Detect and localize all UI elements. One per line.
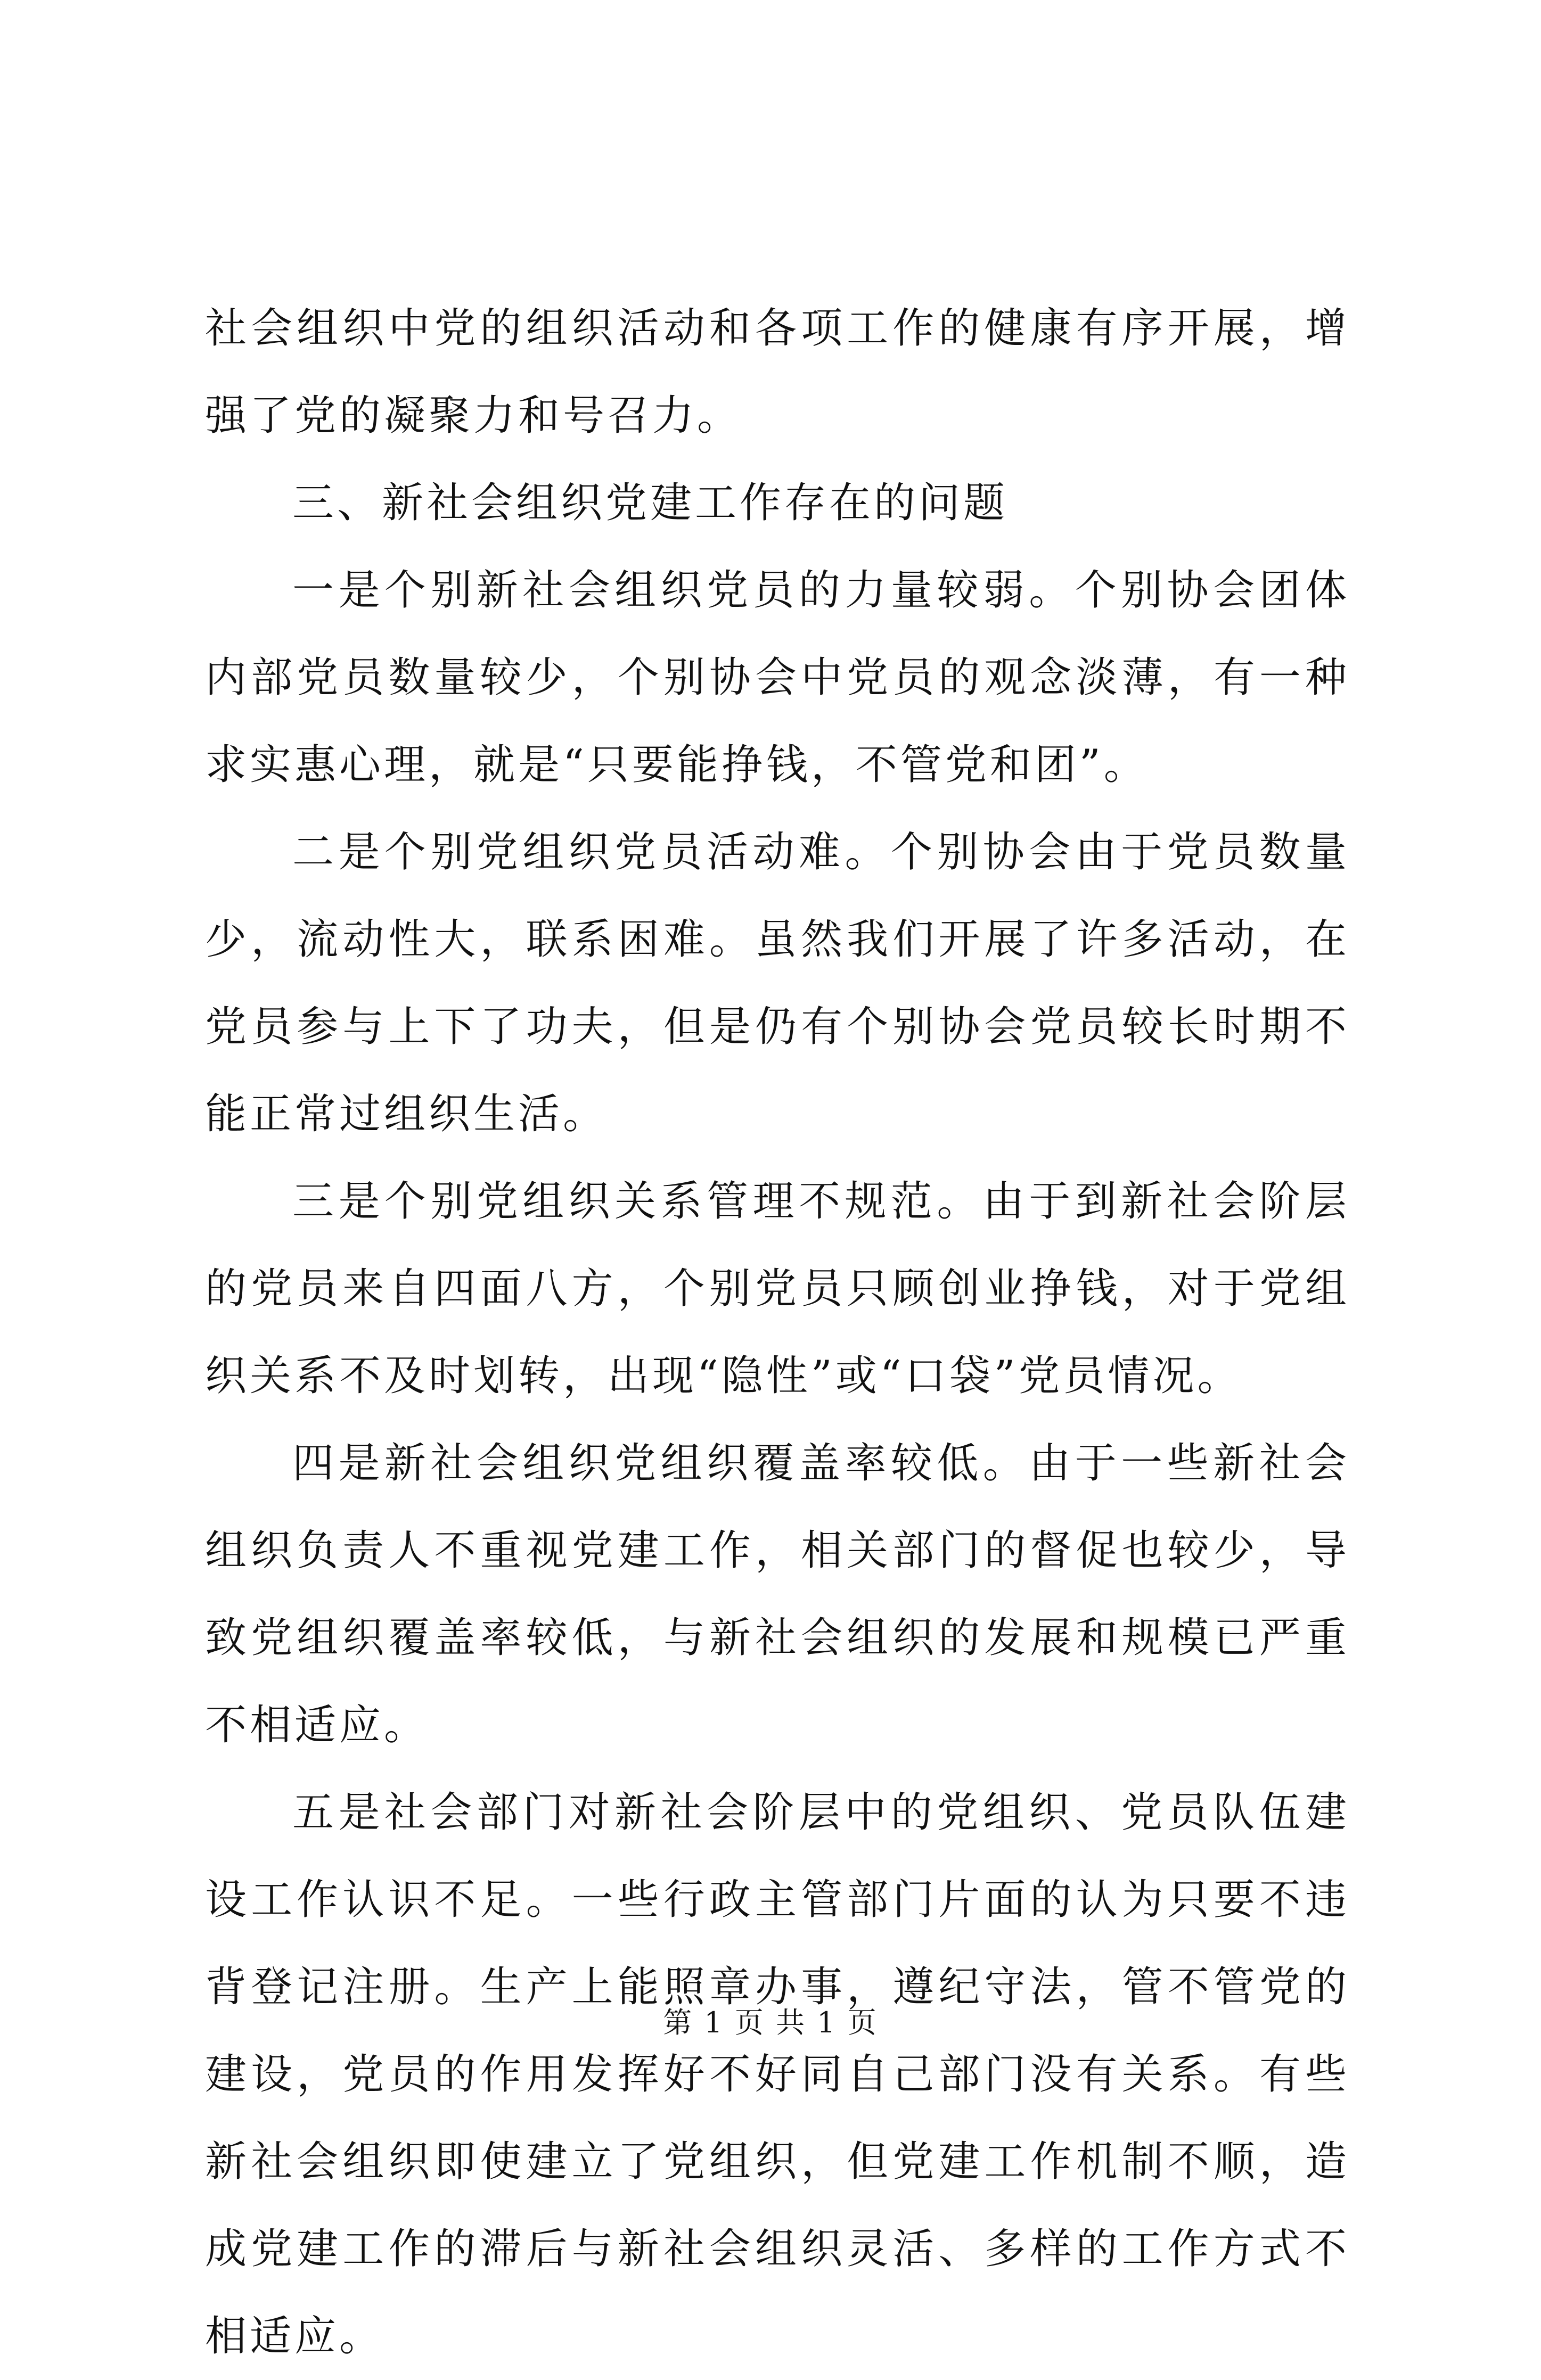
paragraph-problem-4: 四是新社会组织党组织覆盖率较低。由于一些新社会组织负责人不重视党建工作，相关部门的督促也较少，导致党组织覆盖率较低，与新社会组织的发展和规模已严重不相适应。 [205,1439,1350,1749]
paragraph-problem-5: 五是社会部门对新社会阶层中的党组织、党员队伍建设工作认识不足。一些行政主管部门片面的认为只要不违背登记注册。生产上能照章办事，遵纪守法，管不管党的建设，党员的作用发挥好不好同自己部门没有关系。有些新社会组织即使建立了党组织，但党建工作机制不顺，造成党建工作的滞后与新社会组织灵活、多样的工作方式不相适应。 [205,1789,1350,2360]
paragraph-problem-3: 三是个别党组织关系管理不规范。由于到新社会阶层的党员来自四面八方，个别党员只顾创业挣钱，对于党组织关系不及时划转，出现“隐性”或“口袋”党员情况。 [205,1177,1350,1400]
section-heading: 三、新社会组织党建工作存在的问题 [292,479,1009,527]
paragraph-problem-1: 一是个别新社会组织党员的力量较弱。个别协会团体内部党员数量较少，个别协会中党员的观念淡薄，有一种求实惠心理，就是“只要能挣钱，不管党和团”。 [205,566,1350,789]
document-body [205,285,1350,2380]
page-footer: 第 1 页 共 1 页 [663,2006,878,2039]
paragraph-problem-2: 二是个别党组织党员活动难。个别协会由于党员数量少，流动性大，联系困难。虽然我们开展了许多活动，在党员参与上下了功夫，但是仍有个别协会党员较长时期不能正常过组织生活。 [205,828,1350,1138]
paragraph-continuation: 社会组织中党的组织活动和各项工作的健康有序开展，增强了党的凝聚力和号召力。 [205,304,1350,440]
